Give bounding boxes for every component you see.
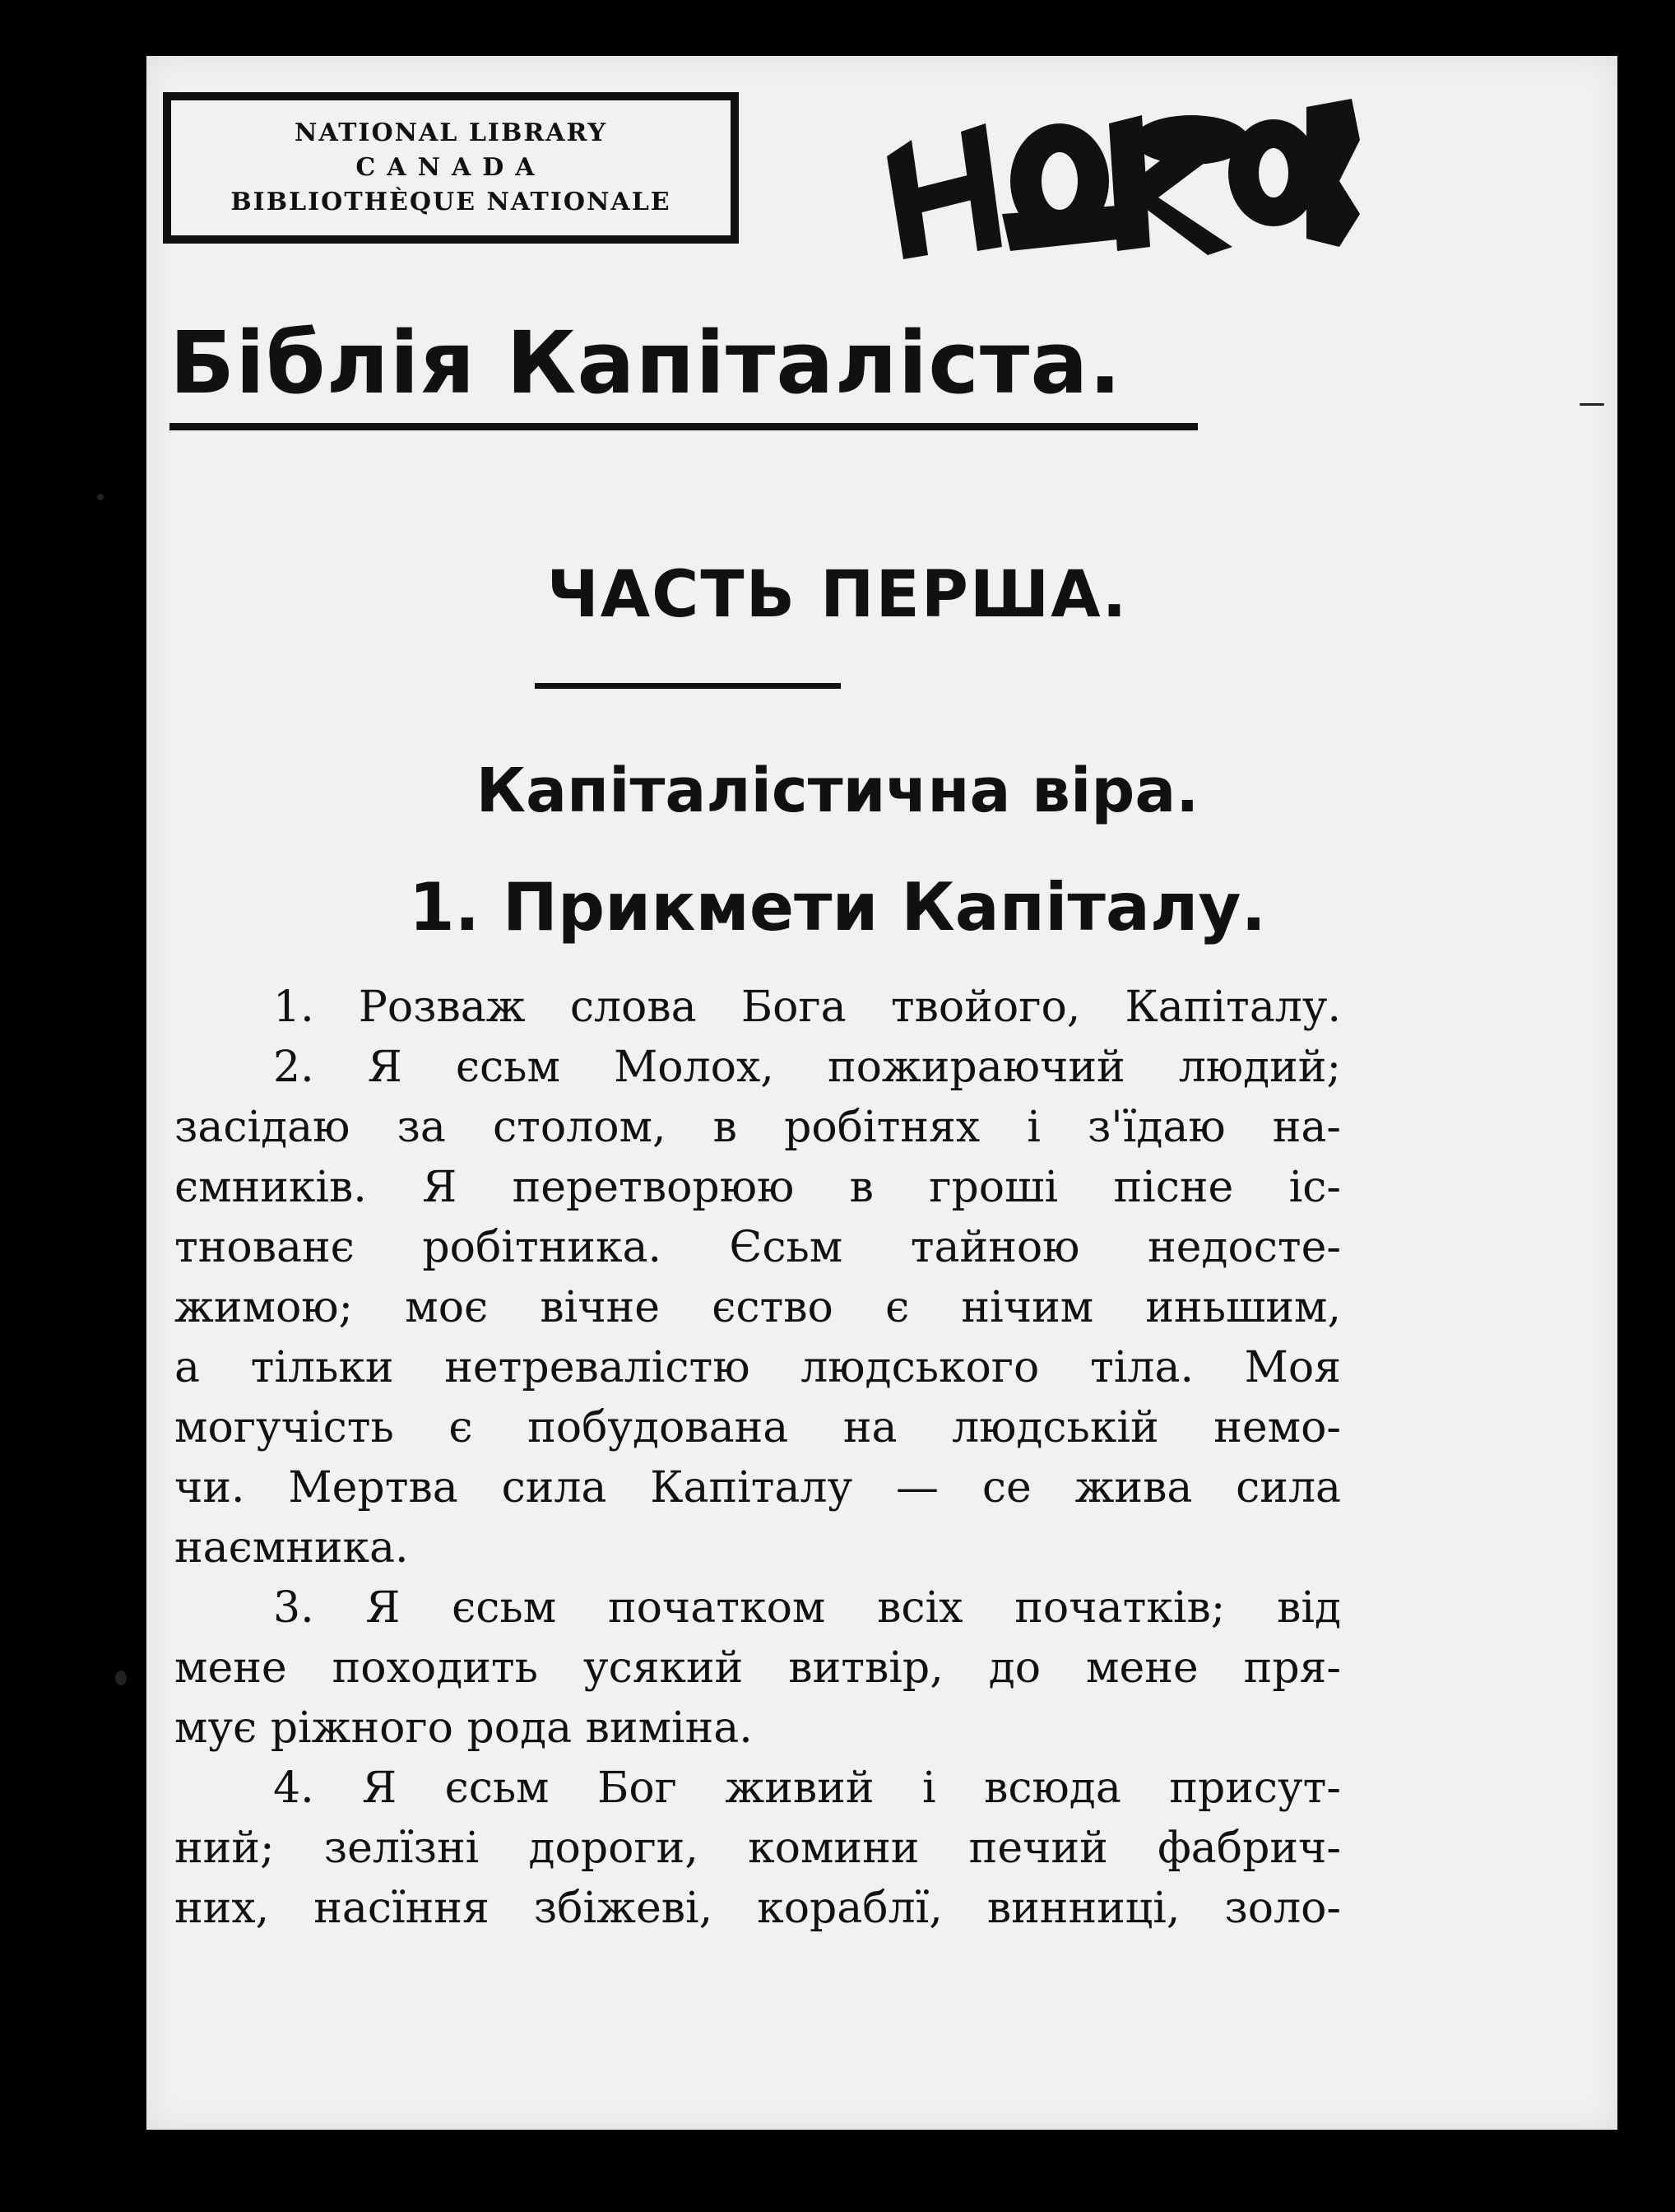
part-heading: ЧАСТЬ ПЕРША. [546, 558, 1129, 632]
scan-speck [1580, 403, 1604, 406]
library-stamp [163, 92, 739, 244]
body-line: тнованє робітника. Єсьм тайною недосте- [174, 1223, 1341, 1272]
scan-speck [97, 494, 104, 500]
document-title: Біблія Капіталіста. [169, 313, 1122, 413]
body-line: могучість є побудована на людській немо- [174, 1403, 1341, 1452]
body-line: засідаю за столом, в робітнях і з'їдаю на- [174, 1103, 1341, 1152]
body-line: мує ріжного рода вимiна. [174, 1703, 753, 1753]
body-line: чи. Мертва сила Капіталу — се жива сила [174, 1463, 1341, 1513]
body-line: 4. Я єсьм Бог живий і всюда присут- [273, 1764, 1341, 1813]
body-line: ний; зелїзні дороги, комини печий фабрич- [174, 1824, 1341, 1873]
stamp-line-2: CANADA [355, 153, 546, 182]
stamp-line-1: NATIONAL LIBRARY [295, 118, 607, 147]
chapter-heading: 1. Прикмети Капіталу. [409, 869, 1266, 946]
body-line: 2. Я єсьм Молох, пожираючий людий; [273, 1043, 1341, 1092]
body-line: ємників. Я перетворюю в гроші пісне іс- [174, 1163, 1341, 1212]
part-divider [535, 683, 841, 689]
body-line: а тільки нетревалістю людського тіла. Моя [174, 1343, 1341, 1392]
overprinted-handwritten-mark [879, 91, 1364, 263]
section-heading: Капіталістична віра. [476, 755, 1199, 826]
stamp-line-3: BIBLIOTHÈQUE NATIONALE [230, 188, 671, 216]
body-line: жимою; моє вічне єство є нічим иньшим, [174, 1283, 1341, 1332]
body-text [174, 978, 1341, 1939]
body-line: 1. Розваж слова Бога твойого, Капіталу. [273, 983, 1341, 1032]
body-line: 3. Я єсьм початком всіх початків; від [273, 1583, 1341, 1633]
title-underline [169, 423, 1198, 430]
body-line: мене походить усякий витвір, до мене пря- [174, 1643, 1341, 1693]
scan-speck [115, 1671, 127, 1685]
body-line: наємника. [174, 1523, 409, 1573]
body-line: них, насїння збіжеві, кораблї, винниці, золо- [174, 1884, 1341, 1933]
